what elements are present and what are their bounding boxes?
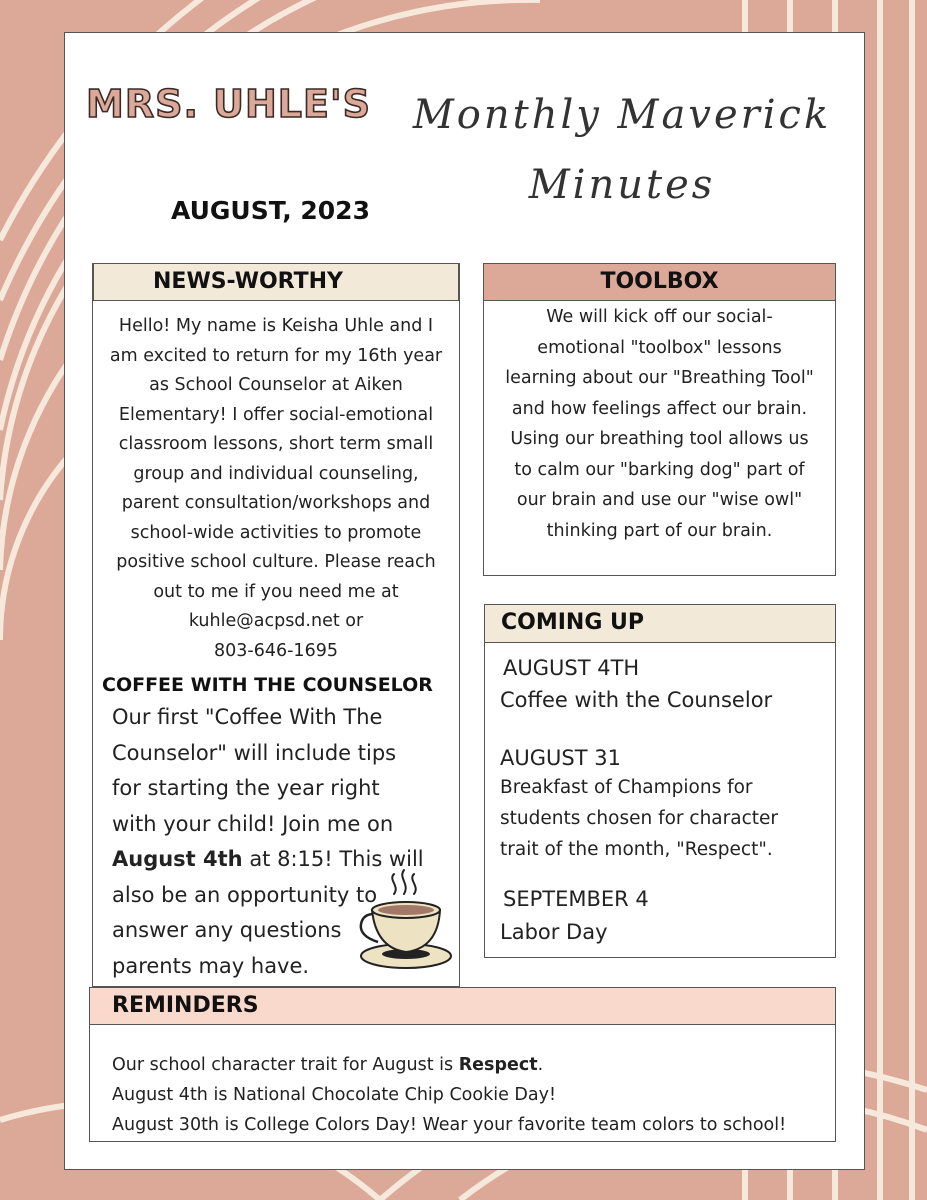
reminders-text: Our school character trait for August is Respect. August 4th is National Chocolate Chip Cookie Day! August 30th is College Colors Day! Wear your favorite team colors to school! <box>112 1055 787 1135</box>
event-date: SEPTEMBER 4 <box>503 887 649 911</box>
newsletter-date: AUGUST, 2023 <box>171 196 370 225</box>
toolbox-text: We will kick off our social- emotional "toolbox" lessons learning about our "Breathing Tool" and how feelings affect our brain. Using our breathing tool allows us to calm our "barking dog" part of our brain and use our "wise owl" thinking part of our brain. <box>505 307 814 541</box>
event-date: AUGUST 31 <box>500 746 621 770</box>
reminders-heading: REMINDERS <box>89 987 836 1025</box>
coming-up-heading: COMING UP <box>484 604 836 643</box>
event-description: Breakfast of Champions for students chosen for character trait of the month, "Respect". <box>500 777 778 860</box>
counselor-name-title: MRS. UHLE'S <box>86 82 371 126</box>
newsletter-script-title: Monthly Maverick Minutes <box>412 92 832 208</box>
coffee-heading: COFFEE WITH THE COUNSELOR <box>102 674 433 696</box>
coffee-text: Our first "Coffee With The Counselor" will include tips for starting the year right with your child! Join me on August 4th at 8:15! This will also be an opportunity to answer any questions parents may have. <box>112 705 424 978</box>
news-worthy-heading: NEWS-WORTHY <box>93 263 459 301</box>
event-date: AUGUST 4TH <box>503 656 640 680</box>
news-worthy-text: Hello! My name is Keisha Uhle and I am excited to return for my 16th year as School Counselor at Aiken Elementary! I offer social-emotional classroom lessons, short term small group and individual counseling, parent consultation/workshops and school-wide activities to promote positive school culture. Please reach out to me if you need me at kuhle@acpsd.net or 803-646-1695 <box>109 316 443 661</box>
toolbox-heading: TOOLBOX <box>483 263 836 301</box>
event-title: Coffee with the Counselor <box>500 688 773 712</box>
coffee-cup-icon <box>352 868 452 972</box>
event-title: Labor Day <box>500 920 608 944</box>
